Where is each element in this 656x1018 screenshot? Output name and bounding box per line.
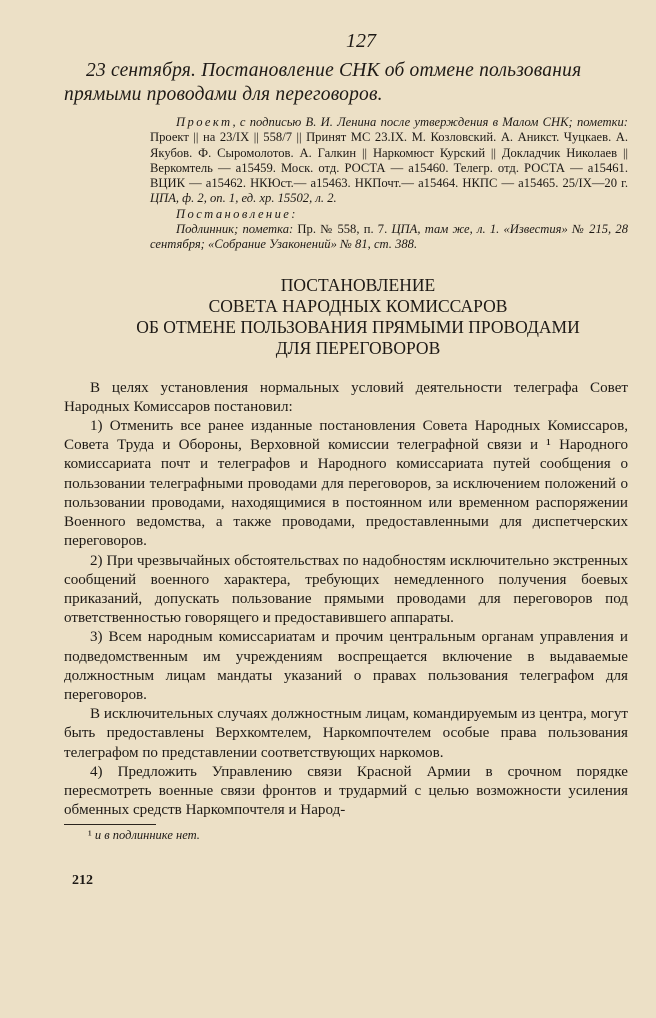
- original-label: Подлинник; пометка:: [176, 222, 294, 237]
- decree-title: [64, 275, 628, 359]
- original-archive-ref: ЦПА, там же, л. 1. «Известия» № 215, 28 сентября; «Собрание Узаконений» № 81, ст. 388.: [150, 222, 628, 252]
- body-paragraph-3: 3) Всем народным комиссариатам и прочим центральным органам управления и подведомственным им учреждениям воспрещается включение в выдаваемые должностным лицам мандаты указаний о правах пользования телеграфом для переговоров.: [64, 629, 628, 703]
- footnote-mark: ¹: [88, 828, 92, 843]
- project-archive-ref: ЦПА, ф. 2, оп. 1, ед. хр. 15502, л. 2.: [150, 191, 337, 206]
- body-paragraph-preamble: В целях установления нормальных условий деятельности телеграфа Совет Народных Комиссаров постановил:: [64, 379, 628, 415]
- footnote-text: и в подлиннике нет.: [91, 828, 200, 843]
- title-line-3: ОБ ОТМЕНЕ ПОЛЬЗОВАНИЯ ПРЯМЫМИ ПРОВОДАМИ: [136, 316, 580, 337]
- original-note: [150, 222, 628, 253]
- original-marks: Пр. № 558, п. 7.: [293, 222, 392, 237]
- decree-body: [64, 379, 628, 821]
- body-paragraph-4: 4) Предложить Управлению связи Красной Армии в срочном порядке пересмотреть военные связи фронтов и трудармий с целью возможности усиления обменных средств Наркомпочтеля и Народ-: [64, 763, 628, 819]
- title-line-4: ДЛЯ ПЕРЕГОВОРОВ: [275, 337, 441, 358]
- document-heading: 23 сентября. Постановление СНК об отмене пользования прямыми проводами для переговоров.: [64, 60, 582, 105]
- decree-label-line: [150, 207, 628, 222]
- footnote-divider: [64, 824, 156, 825]
- title-line-2: СОВЕТА НАРОДНЫХ КОМИССАРОВ: [208, 295, 508, 316]
- archival-notes: [150, 115, 628, 253]
- title-line-1: ПОСТАНОВЛЕНИЕ: [280, 274, 436, 295]
- body-paragraph-2: 2) При чрезвычайных обстоятельствах по надобностям исключительно экстренных сообщений военного характера, требующих немедленного получения боевых приказаний, допускать пользование прямыми проводами для переговоров под ответственностью говорящего и предоставившего аппараты.: [64, 552, 628, 627]
- project-marks: Проект || на 23/IX || 558/7 || Принят МС 23.IX. М. Козловский. А. Аникст. Чуцкаев. А. Якубов. Ф. Сыромолотов. А. Галкин || Наркомюст Курский || Докладчик Николаев || Веркомтель — а15459. Моск. отд. РОСТА — а15460. Телегр. отд. РОСТА — а15461. ВЦИК — а15462. НКЮст.— а15463. НКПочт.— а15464. НКПС — а15465. 25/IX—20 г.: [150, 130, 628, 191]
- project-description: , с подписью В. И. Ленина после утверждения в Малом СНК; пометки:: [232, 115, 628, 129]
- project-label: Проект: [176, 115, 233, 129]
- footnote: [88, 828, 628, 843]
- bottom-page-number: 212: [72, 873, 93, 889]
- project-note: [150, 115, 628, 207]
- top-page-number: 127: [346, 30, 376, 52]
- decree-label: Постановление:: [176, 206, 298, 221]
- body-paragraph-1: 1) Отменить все ранее изданные постановления Совета Народных Комиссаров, Совета Труда и Обороны, Верховной комиссии телеграфной связи и ¹ Народного комиссариата почт и телеграфов и Народного комиссариата путей сообщения о пользовании телеграфными проводами для переговоров, за исключением положений о пользовании проводами, находящимися в постоянном или временном распоряжении Военного ведомства, а также проводами, предоставленными для диспетчерских переговоров.: [64, 418, 628, 550]
- body-paragraph-3-cont: В исключительных случаях должностным лицам, командируемым из центра, могут быть предоставлены Верхкомтелем, Наркомпочтелем особые права пользования телеграфом по представлении соответствующих наркомов.: [64, 706, 628, 761]
